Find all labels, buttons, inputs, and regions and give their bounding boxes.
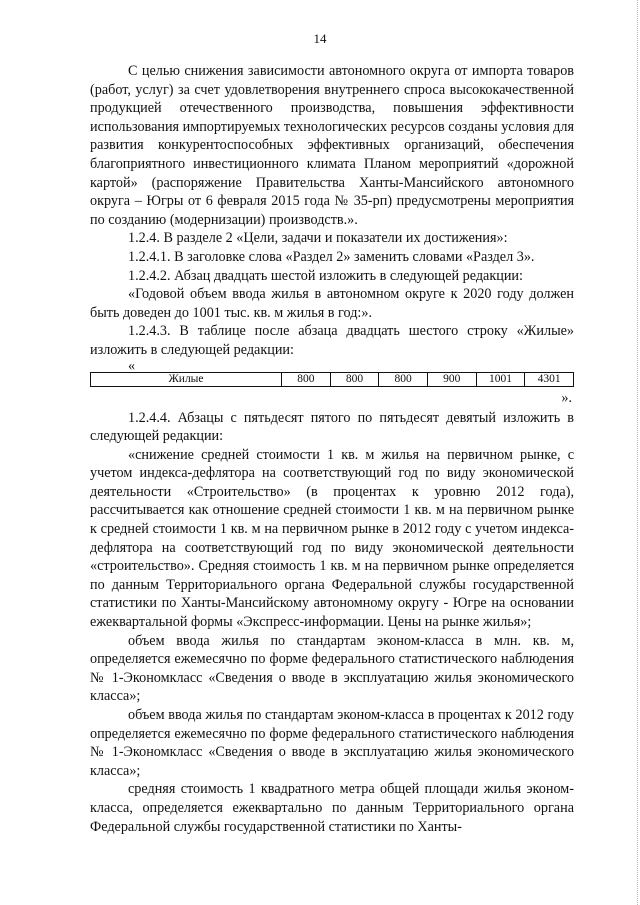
paragraph-volume-mln: объем ввода жилья по стандартам эконом-класса в млн. кв. м, определяется ежемесячно по форме федерального статистического наблюдения № 1-Экономкласс «Сведения о вводе в эксплуатацию жилья экономического класса»;: [90, 632, 574, 705]
quote-close: ».: [561, 389, 572, 406]
paragraph-1-2-4-4: 1.2.4.4. Абзацы с пятьдесят пятого по пятьдесят девятый изложить в следующей редакции:: [90, 409, 574, 445]
table-cell-label: Жилые: [91, 372, 282, 386]
housing-table: [90, 372, 574, 387]
table-row: [91, 372, 574, 386]
table-cell: 800: [330, 372, 379, 386]
scan-edge-divider: [633, 0, 638, 905]
table-cell: 800: [282, 372, 331, 386]
page-number: 14: [313, 31, 327, 46]
paragraph-cost-reduction: «снижение средней стоимости 1 кв. м жилья на первичном рынке, с учетом индекса-дефлятора на соответствующий год по виду экономической деятельности «Строительство» (в процентах к уровню 2012 года), рассчитывается как отношение средней стоимости 1 кв. м на первичном рынке к средней стоимости 1 кв. м на первичном рынке в 2012 году с учетом индекса-дефлятора на соответствующий год по виду экономической деятельности «строительство». Средняя стоимость 1 кв. м на первичном рынке определяется по данным Территориального органа Федеральной службы государственной статистики по Ханты-Мансийскому автономному округу - Югре на основании ежеквартальной формы «Экспресс-информации. Цены на рынке жилья»;: [90, 446, 574, 631]
paragraph-volume-percent: объем ввода жилья по стандартам эконом-класса в процентах к 2012 году определяется ежемесячно по форме федерального статистического наблюдения № 1-Экономкласс «Сведения о вводе в эксплуатацию жилья экономического класса»;: [90, 707, 574, 779]
paragraph-1-2-4: 1.2.4. В разделе 2 «Цели, задачи и показатели их достижения»:: [128, 230, 508, 247]
quote-open: «: [128, 357, 136, 374]
table-cell: 900: [427, 372, 476, 386]
paragraph-1-2-4-1: 1.2.4.1. В заголовке слова «Раздел 2» заменить словами «Раздел 3».: [128, 248, 535, 265]
paragraph-average-cost: средняя стоимость 1 квадратного метра общей площади жилья эконом-класса, определяется ежеквартально по данным Территориального органа Федеральной службы государственной статистики по Ханты-: [90, 781, 574, 835]
document-body: [90, 62, 574, 836]
paragraph-intro: С целью снижения зависимости автономного округа от импорта товаров (работ, услуг) за счет удовлетворения внутреннего спроса высококачественной продукцией отечественного производства, повышения эффективности использования импортируемых технологических ресурсов созданы условия для развития конкурентоспособных эффективных организаций, обеспечения благоприятного инвестиционного климата Планом мероприятий «дорожной картой» (распоряжение Правительства Ханты-Мансийского автономного округа – Югры от 6 февраля 2015 года № 35-рп) предусмотрены мероприятия по созданию (модернизации) производств.».: [90, 63, 574, 228]
table-cell: 4301: [525, 372, 574, 386]
paragraph-1-2-4-2: 1.2.4.2. Абзац двадцать шестой изложить в следующей редакции:: [128, 267, 523, 284]
table-cell: 1001: [476, 372, 525, 386]
table-cell: 800: [379, 372, 428, 386]
paragraph-1-2-4-3: 1.2.4.3. В таблице после абзаца двадцать шестого строку «Жилые» изложить в следующей редакции:: [90, 323, 574, 358]
paragraph-quote-housing: «Годовой объем ввода жилья в автономном округе к 2020 году должен быть доведен до 1001 тыс. кв. м жилья в год:».: [90, 286, 574, 321]
